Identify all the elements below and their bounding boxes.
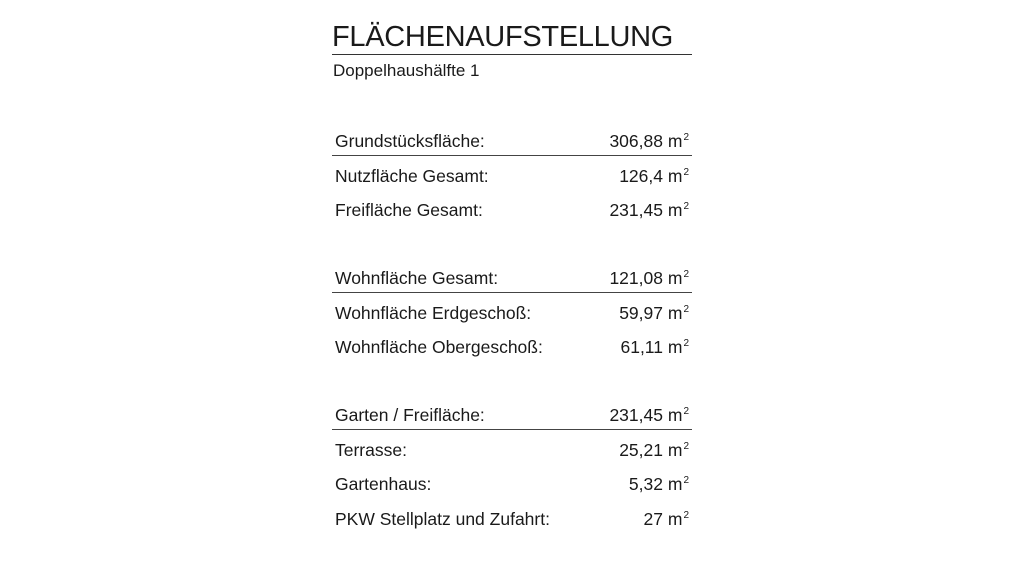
table-row <box>332 156 692 191</box>
row-value: 61,11 $m^2$ <box>620 337 689 357</box>
row-label: Freifläche Gesamt: <box>335 200 483 220</box>
row-value: 231,45 $m^2$ <box>609 200 689 220</box>
row-value: 121,08 $m^2$ <box>609 268 689 288</box>
table-row <box>332 430 692 465</box>
table-row <box>332 464 692 499</box>
table-row <box>332 121 692 156</box>
table-row <box>332 327 692 362</box>
table-row <box>332 395 692 430</box>
row-label: Wohnfläche Gesamt: <box>335 268 499 288</box>
row-label: Garten / Freifläche: <box>335 405 485 425</box>
page-title: FLÄCHENAUFSTELLUNG <box>332 20 692 55</box>
row-value: 25,21 $m^2$ <box>619 439 689 460</box>
row-value: 306,88 $m^2$ <box>609 131 689 151</box>
row-label: Terrasse: <box>335 439 407 460</box>
row-label: PKW Stellplatz und Zufahrt: <box>335 508 550 529</box>
table-row <box>332 190 692 225</box>
page-subtitle: Doppelhaushälfte 1 <box>333 61 480 80</box>
row-value: 126,4 $m^2$ <box>619 165 689 186</box>
table-row <box>332 499 692 534</box>
area-summary-sheet <box>332 20 692 529</box>
row-label: Gartenhaus: <box>335 474 432 494</box>
row-label: Wohnfläche Obergeschoß: <box>335 337 543 357</box>
group-living-area <box>332 258 692 362</box>
row-label: Wohnfläche Erdgeschoß: <box>335 302 532 323</box>
group-plot <box>332 121 692 225</box>
row-value: 231,45 $m^2$ <box>609 405 689 425</box>
row-label: Nutzfläche Gesamt: <box>335 165 489 186</box>
group-garden <box>332 395 692 533</box>
table-row <box>332 258 692 293</box>
row-label: Grundstücksfläche: <box>335 131 485 151</box>
row-value: 5,32 $m^2$ <box>628 474 689 494</box>
row-value: 59,97 $m^2$ <box>619 302 689 323</box>
row-value: 27 $m^2$ <box>643 508 689 529</box>
table-row <box>332 293 692 328</box>
